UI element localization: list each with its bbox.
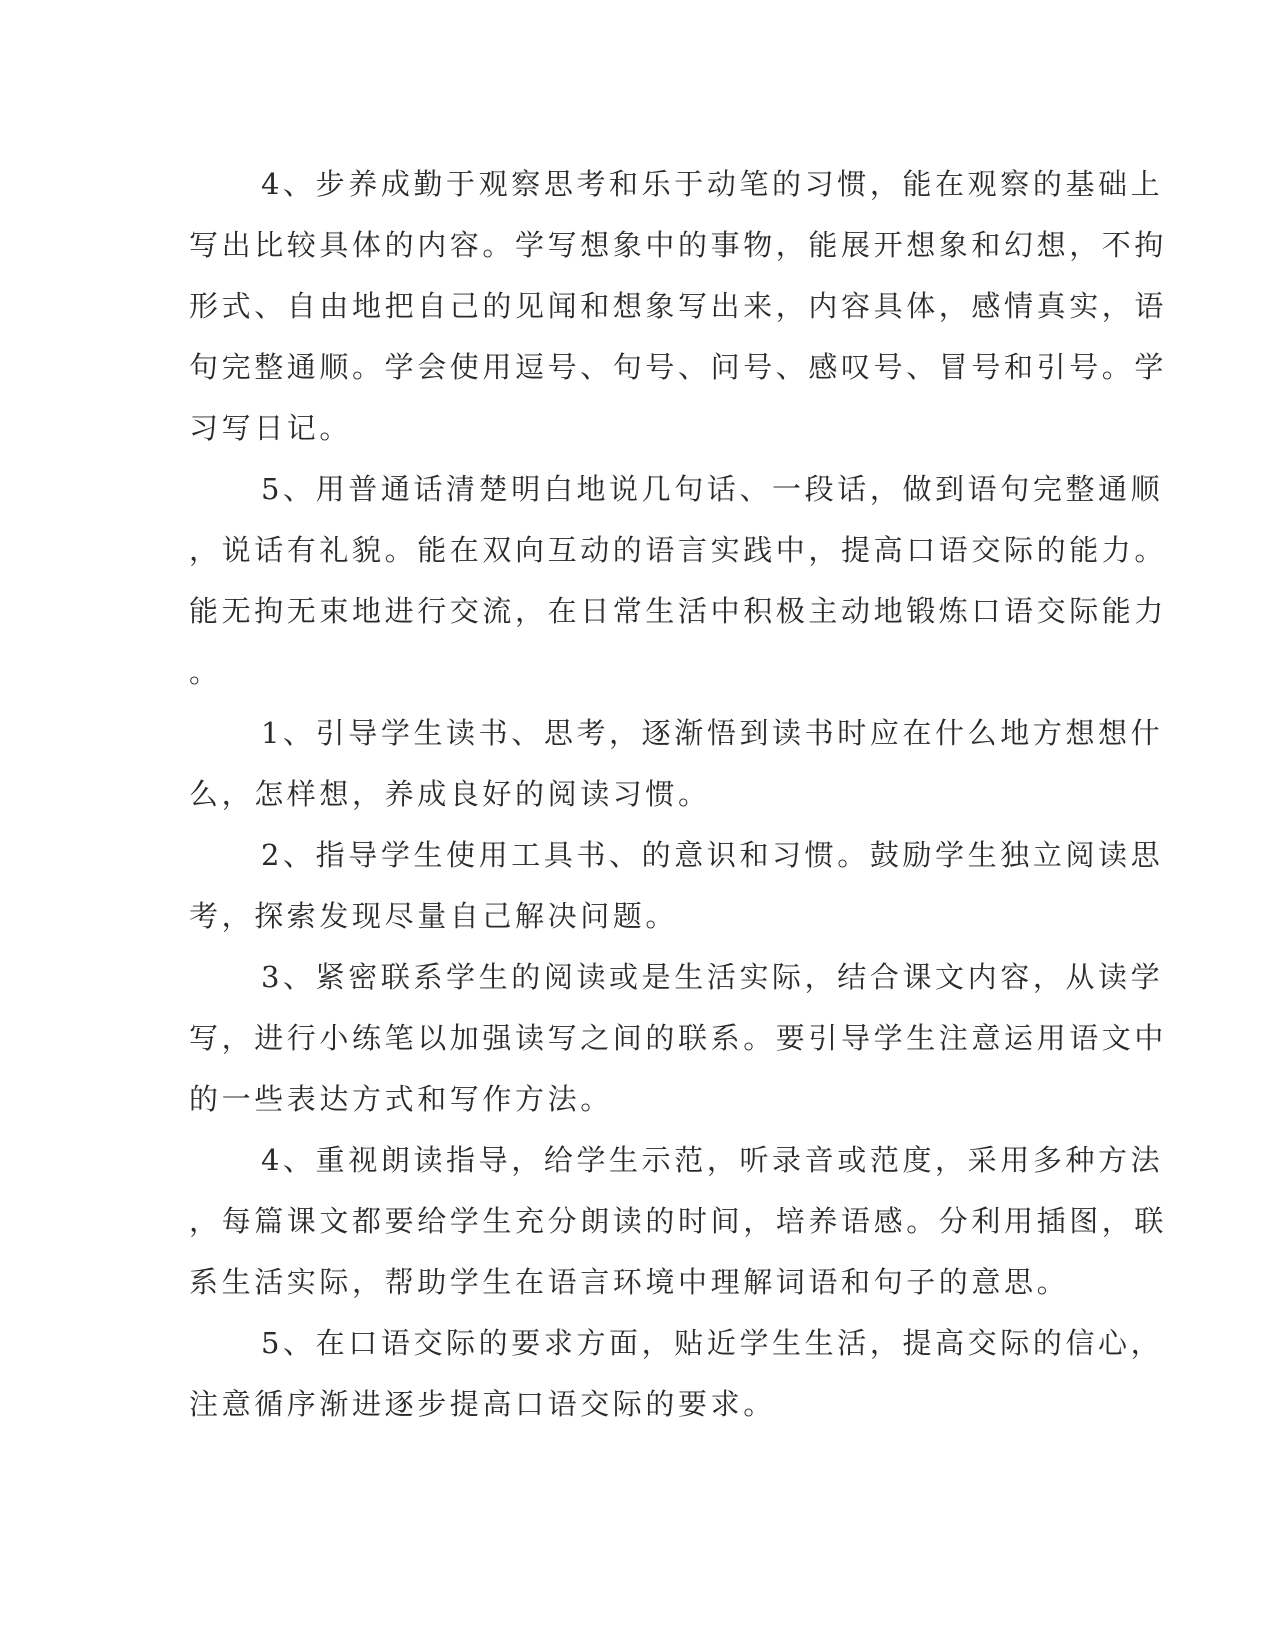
paragraph-line: 1、引导学生读书、思考，逐渐悟到读书时应在什么地方想想什 <box>261 716 1164 750</box>
paragraph-line: 2、指导学生使用工具书、的意识和习惯。鼓励学生独立阅读思 <box>261 838 1164 872</box>
paragraph-line: 么，怎样想，养成良好的阅读习惯。 <box>189 777 711 811</box>
paragraph-line: ，每篇课文都要给学生充分朗读的时间，培养语感。分利用插图，联 <box>189 1204 1168 1238</box>
paragraph-line: 写，进行小练笔以加强读写之间的联系。要引导学生注意运用语文中 <box>189 1021 1168 1055</box>
paragraph-line: 5、在口语交际的要求方面，贴近学生生活，提高交际的信心， <box>261 1326 1164 1360</box>
paragraph-line: 注意循序渐进逐步提高口语交际的要求。 <box>189 1387 776 1421</box>
paragraph-line: 。 <box>189 655 222 689</box>
paragraph-line: 句完整通顺。学会使用逗号、句号、问号、感叹号、冒号和引号。学 <box>189 350 1168 384</box>
paragraph-line: 4、步养成勤于观察思考和乐于动笔的习惯，能在观察的基础上 <box>261 167 1164 201</box>
paragraph-line: 3、紧密联系学生的阅读或是生活实际，结合课文内容，从读学 <box>261 960 1164 994</box>
paragraph-line: 的一些表达方式和写作方法。 <box>189 1082 613 1116</box>
paragraph <box>189 947 1168 1130</box>
paragraph-line: 写出比较具体的内容。学写想象中的事物，能展开想象和幻想，不拘 <box>189 228 1168 262</box>
paragraph-line: 5、用普通话清楚明白地说几句话、一段话，做到语句完整通顺 <box>261 472 1164 506</box>
paragraph <box>189 154 1168 459</box>
paragraph <box>189 459 1168 703</box>
paragraph-line: 系生活实际，帮助学生在语言环境中理解词语和句子的意思。 <box>189 1265 1070 1299</box>
paragraph <box>189 1130 1168 1313</box>
paragraph-line: 4、重视朗读指导，给学生示范，听录音或范度，采用多种方法 <box>261 1143 1164 1177</box>
paragraph-line: ，说话有礼貌。能在双向互动的语言实践中，提高口语交际的能力。 <box>189 533 1168 567</box>
paragraph-line: 能无拘无束地进行交流，在日常生活中积极主动地锻炼口语交际能力 <box>189 594 1168 628</box>
document-body <box>189 154 1168 1435</box>
paragraph-line: 习写日记。 <box>189 411 353 445</box>
paragraph <box>189 1313 1164 1435</box>
paragraph-line: 形式、自由地把自己的见闻和想象写出来，内容具体，感情真实，语 <box>189 289 1168 323</box>
paragraph-line: 考，探索发现尽量自己解决问题。 <box>189 899 679 933</box>
paragraph <box>189 703 1164 825</box>
paragraph <box>189 825 1164 947</box>
